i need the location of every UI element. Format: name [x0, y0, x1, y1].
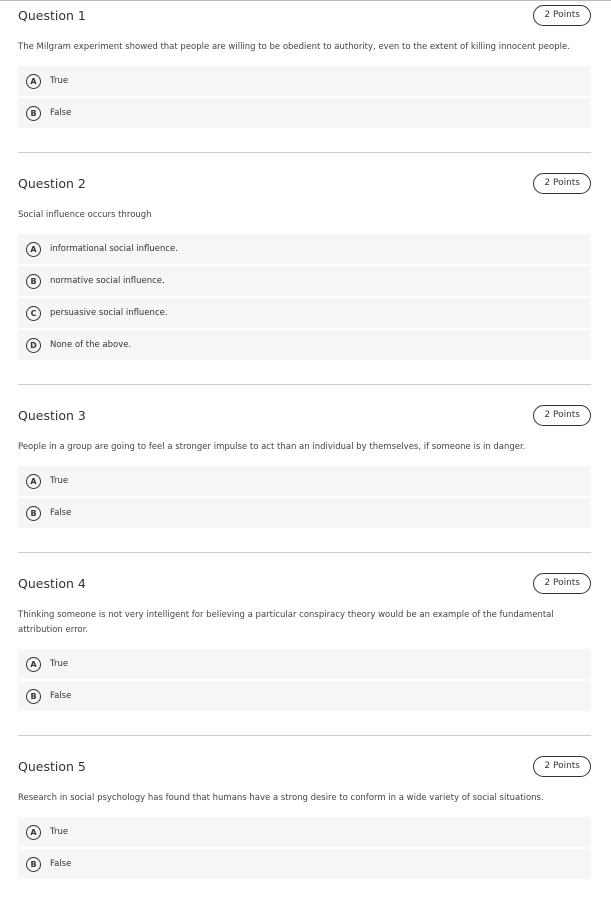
question-text: Social influence occurs through [18, 210, 152, 220]
answer-option[interactable] [18, 234, 591, 264]
question-block [18, 401, 591, 553]
option-letter-icon: A [26, 657, 41, 672]
option-label: normative social influence. [50, 276, 165, 286]
answer-option[interactable] [18, 266, 591, 296]
points-badge: 2 Points [533, 173, 591, 194]
question-text: People in a group are going to feel a stronger impulse to act than an individual by themselves, if someone is in danger. [18, 442, 526, 452]
points-badge: 2 Points [533, 5, 591, 26]
answer-option[interactable] [18, 298, 591, 328]
question-block [18, 169, 591, 385]
question-title: Question 2 [18, 175, 86, 191]
question-text: Research in social psychology has found that humans have a strong desire to conform in a wide variety of social situations. [18, 793, 544, 803]
points-badge: 2 Points [533, 573, 591, 594]
points-badge: 2 Points [533, 756, 591, 777]
option-label: False [50, 108, 72, 118]
option-letter-icon: A [26, 474, 41, 489]
answer-option[interactable] [18, 649, 591, 679]
option-letter-icon: A [26, 74, 41, 89]
answer-option[interactable] [18, 498, 591, 528]
option-label: False [50, 508, 72, 518]
question-title: Question 5 [18, 758, 86, 774]
option-letter-icon: B [26, 689, 41, 704]
question-title: Question 4 [18, 575, 86, 591]
question-block [18, 752, 591, 903]
option-label: persuasive social influence. [50, 308, 168, 318]
option-letter-icon: A [26, 242, 41, 257]
question-text: Thinking someone is not very intelligent for believing a particular conspiracy theory would be an example of the fundamental attribution error. [18, 610, 554, 635]
question-title: Question 1 [18, 7, 86, 23]
option-label: informational social influence. [50, 244, 178, 254]
option-label: True [50, 659, 69, 669]
answer-option[interactable] [18, 817, 591, 847]
option-letter-icon: A [26, 825, 41, 840]
option-label: True [50, 827, 69, 837]
question-block [18, 1, 591, 153]
option-letter-icon: B [26, 274, 41, 289]
option-label: None of the above. [50, 340, 132, 350]
answer-option[interactable] [18, 66, 591, 96]
answer-option[interactable] [18, 466, 591, 496]
option-label: True [50, 476, 69, 486]
option-letter-icon: B [26, 506, 41, 521]
answer-option[interactable] [18, 330, 591, 360]
quiz [0, 1, 611, 903]
option-letter-icon: B [26, 106, 41, 121]
answer-option[interactable] [18, 98, 591, 128]
option-letter-icon: B [26, 857, 41, 872]
question-block [18, 569, 591, 736]
option-letter-icon: C [26, 306, 41, 321]
points-badge: 2 Points [533, 405, 591, 426]
question-title: Question 3 [18, 407, 86, 423]
answer-option[interactable] [18, 681, 591, 711]
option-label: False [50, 691, 72, 701]
option-letter-icon: D [26, 338, 41, 353]
option-label: True [50, 76, 69, 86]
answer-option[interactable] [18, 849, 591, 879]
option-label: False [50, 859, 72, 869]
question-text: The Milgram experiment showed that people are willing to be obedient to authority, even to the extent of killing innocent people. [18, 42, 570, 52]
